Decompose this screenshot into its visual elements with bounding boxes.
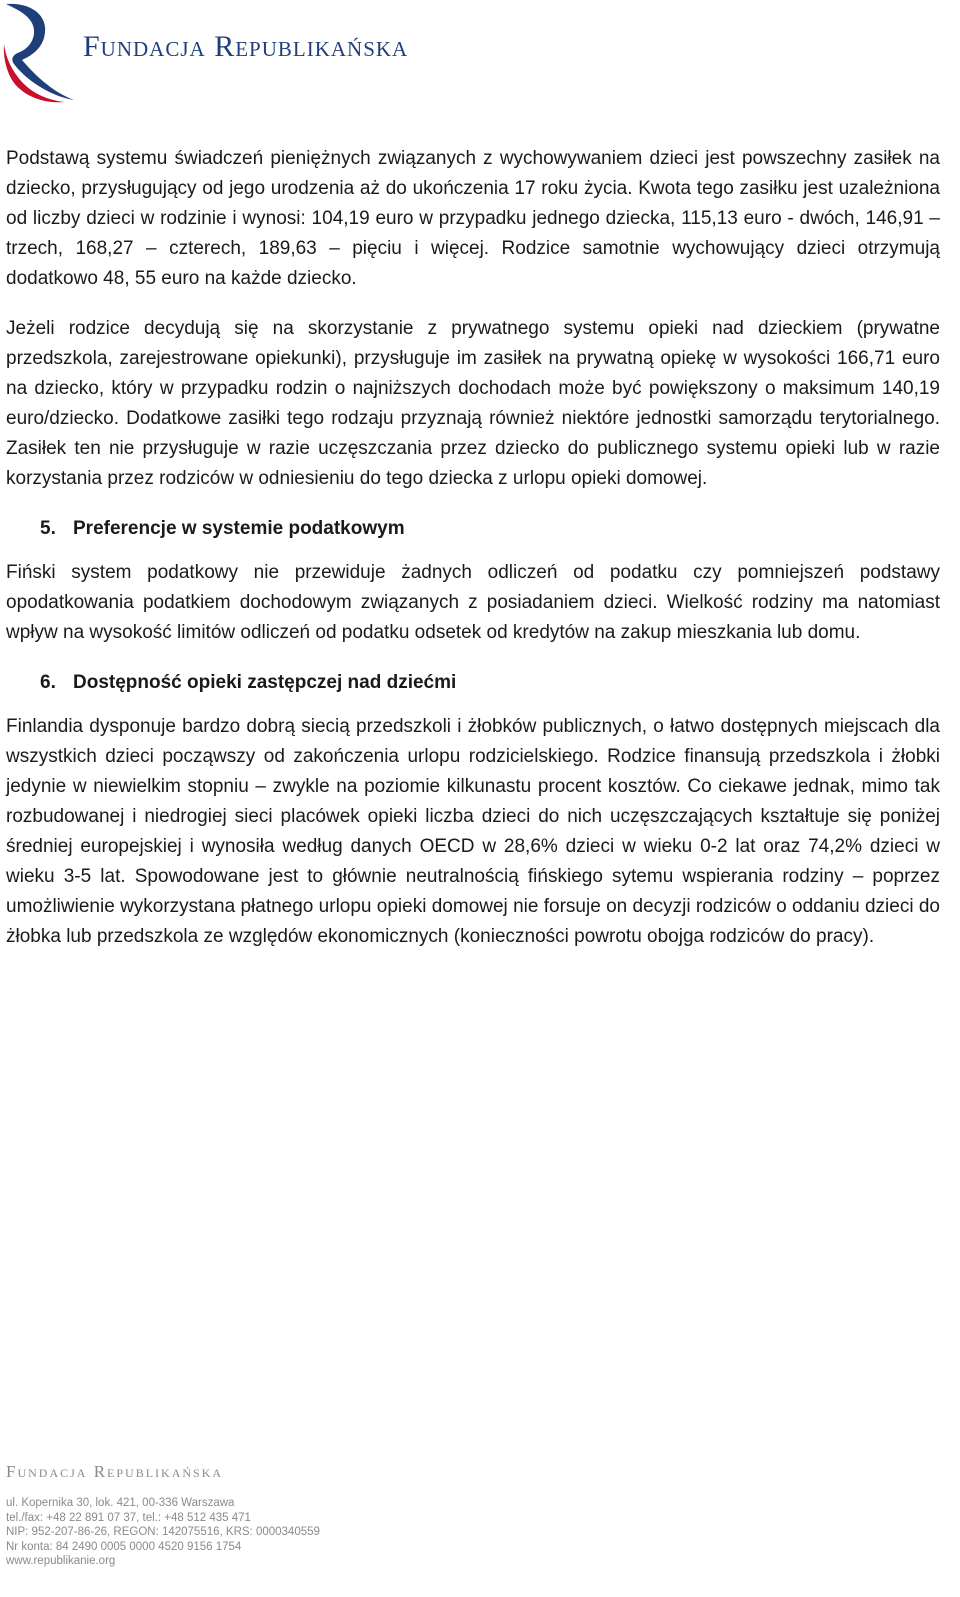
document-body — [6, 144, 940, 972]
section-heading-5 — [6, 514, 940, 544]
section-heading-6 — [6, 668, 940, 698]
page-header — [0, 0, 960, 110]
paragraph-private-care-benefit: Jeżeli rodzice decydują się na skorzystanie z prywatnego systemu opieki nad dzieckiem (prywatne przedszkola, zarejestrowane opiekunki), przysługuje im zasiłek na prywatną opiekę w wysokości 166,71 euro na dziecko, który w przypadku rodzin o najniższych dochodach może być powiększony o maksimum 140,19 euro/dziecko. Dodatkowe zasiłki tego rodzaju przyznają również niektóre jednostki samorządu terytorialnego. Zasiłek ten nie przysługuje w razie uczęszczania przez dziecko do publicznego systemu opieki lub w razie korzystania przez rodziców w odniesieniu do tego dziecka z urlopu opieki domowej. — [6, 318, 940, 489]
footer-bank-account: Nr konta: 84 2490 0005 0000 4520 9156 1754 — [6, 1540, 242, 1553]
footer-website: www.republikanie.org — [6, 1555, 116, 1567]
paragraph-child-benefit: Podstawą systemu świadczeń pieniężnych związanych z wychowywaniem dzieci jest powszechny zasiłek na dziecko, przysługujący od jego urodzenia aż do ukończenia 17 roku życia. Kwota tego zasiłku jest uzależniona od liczby dzieci w rodzinie i wynosi: 104,19 euro w przypadku jednego dziecka, 115,13 euro - dwóch, 146,91 – trzech, 168,27 – czterech, 189,63 – pięciu i więcej. Rodzice samotnie wychowujący dzieci otrzymują dodatkowo 48, 55 euro na każde dziecko. — [6, 148, 940, 289]
paragraph-tax-preferences: Fiński system podatkowy nie przewiduje żadnych odliczeń od podatku czy pomniejszeń podstawy opodatkowania podatkiem dochodowym związanych z posiadaniem dzieci. Wielkość rodziny ma natomiast wpływ na wysokość limitów odliczeń od podatku odsetek od kredytów na zakup mieszkania lub domu. — [6, 562, 940, 643]
section-title: Dostępność opieki zastępczej nad dziećmi — [73, 672, 457, 693]
section-title: Preferencje w systemie podatkowym — [73, 518, 405, 539]
foundation-logo-text: Fundacja Republikańska — [83, 30, 409, 63]
section-number: 6. — [40, 672, 56, 693]
paragraph-childcare-availability: Finlandia dysponuje bardzo dobrą siecią przedszkoli i żłobków publicznych, o łatwo dostępnych miejscach dla wszystkich dzieci począwszy od zakończenia urlopu rodzicielskiego. Rodzice finansują przedszkola i żłobki jedynie w niewielkim stopniu – zwykle na poziomie kilkunastu procent kosztów. Co ciekawe jednak, mimo tak rozbudowanej i niedrogiej sieci placówek opieki liczba dzieci do nich uczęszczających kształtuje się poniżej średniej europejskiej i wynosiła według danych OECD w 28,6% dzieci w wieku 0-2 lat oraz 74,2% dzieci w wieku 3-5 lat. Spowodowane jest to głównie neutralnością fińskiego sytemu wspierania rodziny – poprzez umożliwienie wykorzystana płatnego urlopu opieki domowej nie forsuje on decyzji rodziców o oddaniu dzieci do żłobka lub przedszkola ze względów ekonomicznych (konieczności powrotu obojga rodziców do pracy). — [6, 716, 940, 947]
footer-address: ul. Kopernika 30, lok. 421, 00-336 Warszawa — [6, 1497, 235, 1509]
page-footer — [6, 1462, 606, 1569]
section-number: 5. — [40, 518, 56, 539]
footer-phone: tel./fax: +48 22 891 07 37, tel.: +48 512 435 471 — [6, 1511, 251, 1524]
footer-brand: Fundacja Republikańska — [6, 1462, 224, 1481]
footer-registration-ids: NIP: 952-207-86-26, REGON: 142075516, KRS: 0000340559 — [6, 1526, 320, 1538]
foundation-logo-mark — [0, 0, 78, 104]
